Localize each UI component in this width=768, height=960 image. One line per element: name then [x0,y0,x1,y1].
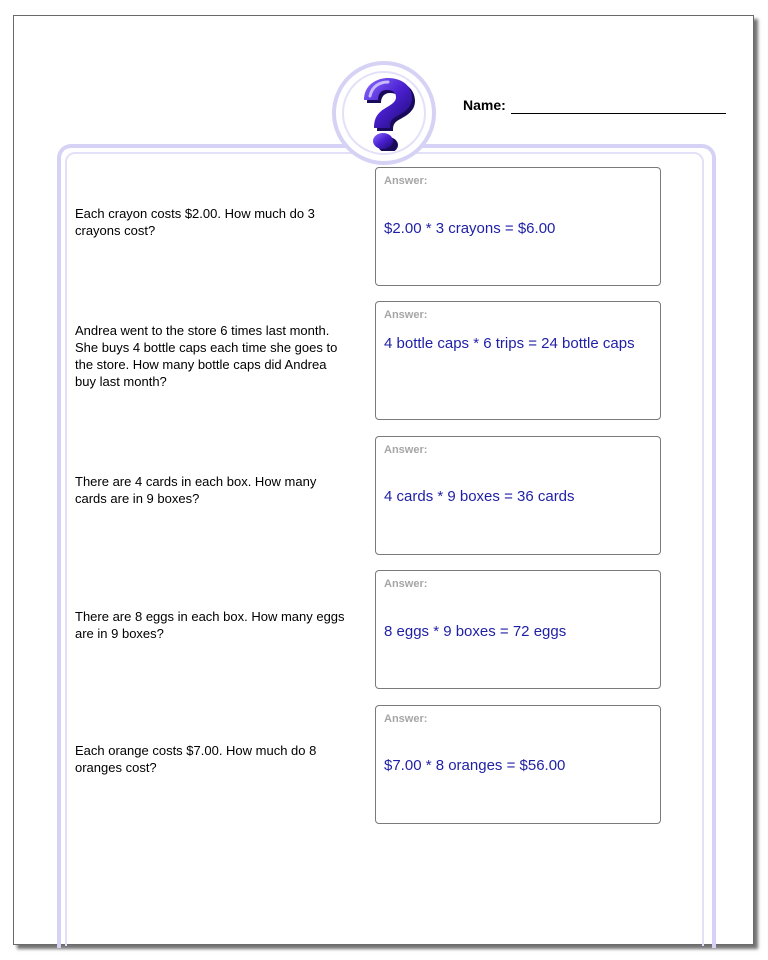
answer-box[interactable] [375,301,661,420]
question-text: Each orange costs $7.00. How much do 8 oranges cost? [75,743,317,775]
question-mark-icon [351,75,417,151]
worksheet-page [13,15,754,945]
question-text: Andrea went to the store 6 times last month. She buys 4 bottle caps each time she goes to the store. How many bottle caps did Andrea buy last month? [75,323,338,389]
answer-text: 8 eggs * 9 boxes = 72 eggs [384,623,567,640]
answer-label: Answer: [384,175,428,187]
answer-label: Answer: [384,578,428,590]
answer-text: 4 cards * 9 boxes = 36 cards [384,488,575,505]
question-text: There are 8 eggs in each box. How many eggs are in 9 boxes? [75,609,345,641]
answer-box[interactable] [375,436,661,555]
answer-text: 4 bottle caps * 6 trips = 24 bottle caps [384,335,635,352]
question-text: There are 4 cards in each box. How many cards are in 9 boxes? [75,474,317,506]
answer-box[interactable] [375,705,661,824]
answer-box[interactable] [375,570,661,689]
question-text: Each crayon costs $2.00. How much do 3 crayons cost? [75,206,315,238]
name-field-line[interactable] [511,113,726,114]
answer-text: $7.00 * 8 oranges = $56.00 [384,757,566,774]
answer-label: Answer: [384,713,428,725]
question-badge [332,61,436,165]
name-label: Name: [463,97,506,113]
answer-box[interactable] [375,167,661,286]
answer-label: Answer: [384,444,428,456]
answer-text: $2.00 * 3 crayons = $6.00 [384,220,556,237]
answer-label: Answer: [384,309,428,321]
